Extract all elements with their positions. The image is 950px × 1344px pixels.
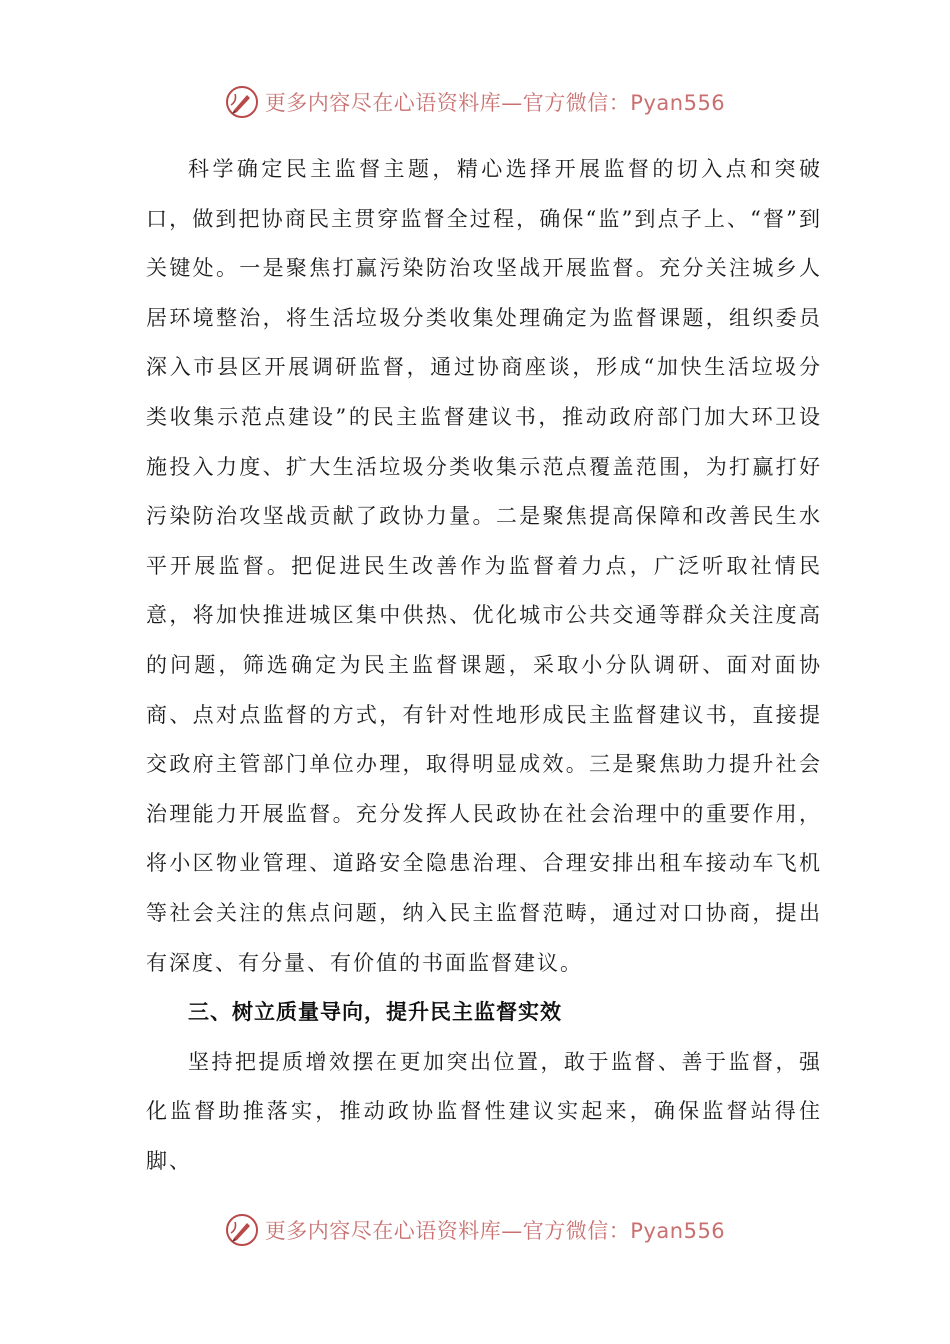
body-paragraph: 科学确定民主监督主题，精心选择开展监督的切入点和突破口，做到把协商民主贯穿监督全过程，确保“监”到点子上、“督”到关键处。一是聚焦打赢污染防治攻坚战开展监督。充分关注城乡人居环境整治，将生活垃圾分类收集处理确定为监督课题，组织委员深入市县区开展调研监督，通过协商座谈，形成“加快生活垃圾分类收集示范点建设”的民主监督建议书，推动政府部门加大环卫设施投入力度、扩大生活垃圾分类收集示范点覆盖范围，为打赢打好污染防治攻坚战贡献了政协力量。二是聚焦提高保障和改善民生水平开展监督。把促进民生改善作为监督着力点，广泛听取社情民意，将加快推进城区集中供热、优化城市公共交通等群众关注度高的问题，筛选确定为民主监督课题，采取小分队调研、面对面协商、点对点监督的方式，有针对性地形成民主监督建议书，直接提交政府主管部门单位办理，取得明显成效。三是聚焦助力提升社会治理能力开展监督。充分发挥人民政协在社会治理中的重要作用，将小区物业管理、道路安全隐患治理、合理安排出租车接动车飞机等社会关注的焦点问题，纳入民主监督范畴，通过对口协商，提出有深度、有分量、有价值的书面监督建议。 (146, 157, 822, 975)
watermark-text: 更多内容尽在心语资料库—官方微信：Pyan556 (264, 91, 726, 115)
pen-nib-logo-icon (225, 1213, 259, 1247)
body-paragraph: 坚持把提质增效摆在更加突出位置，敢于监督、善于监督，强化监督助推落实，推动政协监督性建议实起来，确保监督站得住脚、 (146, 1049, 822, 1173)
watermark-banner-bottom (0, 1210, 950, 1250)
pen-nib-logo-icon (225, 85, 259, 119)
watermark-text: 更多内容尽在心语资料库—官方微信：Pyan556 (264, 1219, 726, 1243)
watermark-banner-top (0, 82, 950, 122)
document-body (146, 145, 822, 1186)
section-heading: 三、树立质量导向，提升民主监督实效 (188, 1000, 562, 1025)
